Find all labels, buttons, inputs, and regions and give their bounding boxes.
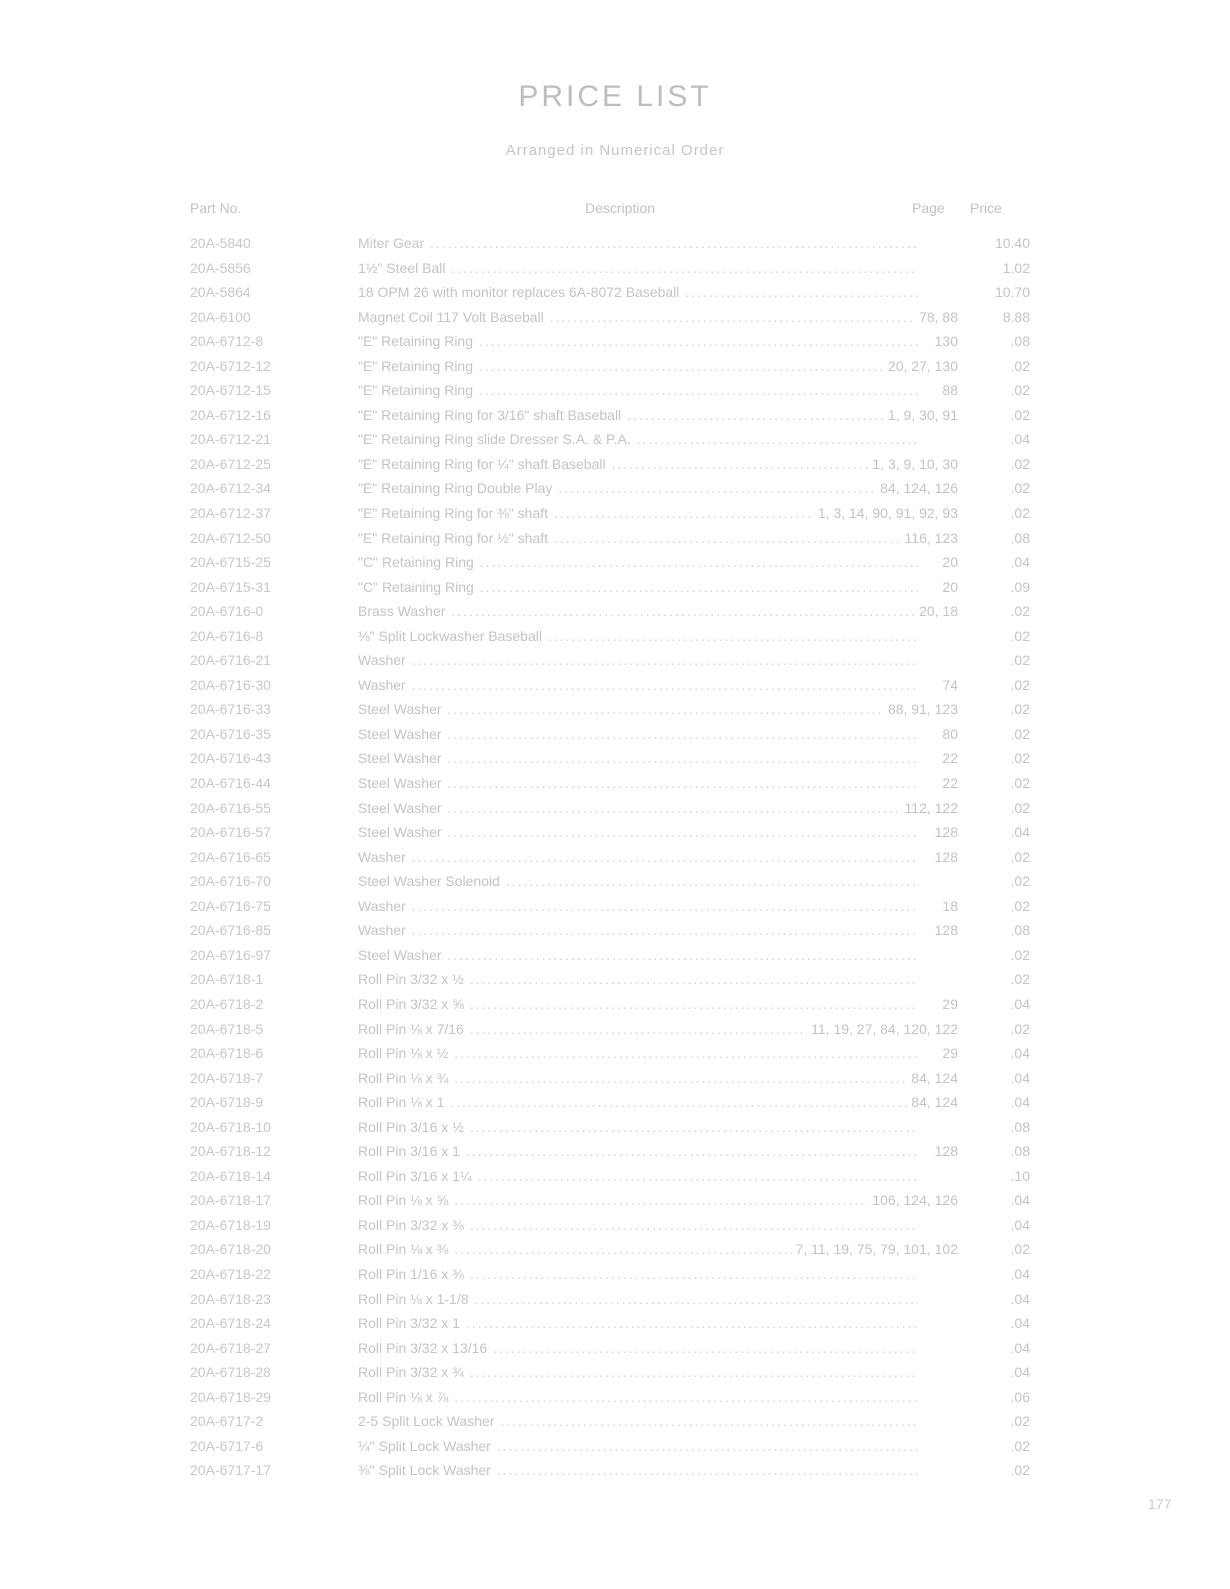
part-price: 1.02 [1002, 259, 1030, 276]
table-row [190, 624, 1030, 649]
part-price: .04 [1010, 1192, 1030, 1209]
part-number: 20A-6716-33 [190, 701, 271, 718]
part-number: 20A-6718-6 [190, 1045, 264, 1062]
part-number: 20A-6718-29 [190, 1388, 271, 1405]
part-description: "C" Retaining Ring ..... [358, 579, 918, 595]
part-number: 20A-6716-44 [190, 775, 271, 792]
part-description: Steel Washer ..... [358, 726, 918, 742]
part-price: .08 [1010, 1143, 1030, 1160]
page-reference: 78, 88 [915, 309, 958, 325]
table-row [190, 1139, 1030, 1164]
part-price: .08 [1010, 1118, 1030, 1135]
table-row [190, 796, 1030, 821]
part-number: 20A-6712-21 [190, 431, 271, 448]
part-number: 20A-6716-65 [190, 848, 271, 865]
page-number: 177 [1148, 1496, 1172, 1512]
header-price: Price [970, 200, 1002, 216]
part-description: "E" Retaining Ring for 3/16" shaft Baseball ..... [358, 407, 918, 423]
part-description: Steel Washer ..... [358, 947, 918, 963]
page-reference: 20 [938, 554, 958, 570]
part-price: .02 [1010, 1437, 1030, 1454]
part-number: 20A-6712-25 [190, 455, 271, 472]
part-description: Miter Gear ..... [358, 235, 918, 251]
part-price: .02 [1010, 848, 1030, 865]
part-description: Roll Pin ⅛ x 1 ..... [358, 1094, 918, 1110]
part-price: 10.40 [994, 235, 1030, 251]
table-row [190, 329, 1030, 354]
part-number: 20A-6718-12 [190, 1143, 271, 1160]
part-price: .04 [1010, 1315, 1030, 1332]
part-number: 20A-6716-57 [190, 824, 271, 841]
table-row [190, 378, 1030, 403]
part-price: .02 [1010, 701, 1030, 718]
table-row [190, 845, 1030, 870]
table-row [190, 1115, 1030, 1140]
header-part-no: Part No. [190, 200, 242, 216]
part-price: .02 [1010, 1413, 1030, 1430]
part-price: .02 [1010, 1020, 1030, 1037]
part-price: .04 [1010, 824, 1030, 841]
part-description: ¼" Split Lock Washer ..... [358, 1438, 918, 1454]
table-row [190, 305, 1030, 330]
page-reference: 18 [938, 898, 958, 914]
part-price: .02 [1010, 627, 1030, 644]
part-price: 10.70 [994, 284, 1030, 301]
page-reference: 20, 27, 130 [884, 358, 958, 374]
part-description: "E" Retaining Ring ..... [358, 333, 918, 349]
part-price: .02 [1010, 382, 1030, 399]
part-description: Roll Pin ⅛ x ½ ..... [358, 1045, 918, 1061]
table-row [190, 526, 1030, 551]
table-row [190, 452, 1030, 477]
part-price: .04 [1010, 1045, 1030, 1062]
part-description: Washer ..... [358, 898, 918, 914]
part-price: .02 [1010, 750, 1030, 767]
part-description: Washer ..... [358, 652, 918, 668]
table-row [190, 943, 1030, 968]
part-number: 20A-6716-8 [190, 627, 264, 644]
part-number: 20A-6718-10 [190, 1118, 271, 1135]
part-price: 8.88 [1002, 308, 1030, 325]
part-description: "E" Retaining Ring for ¼" shaft Baseball ..... [358, 456, 918, 472]
part-description: "E" Retaining Ring slide Dresser S.A. & P.A. ..... [358, 431, 918, 447]
page-reference: 1, 3, 9, 10, 30 [868, 456, 958, 472]
table-row [190, 820, 1030, 845]
part-number: 20A-6718-23 [190, 1290, 271, 1307]
part-number: 20A-6718-1 [190, 971, 264, 988]
part-number: 20A-6717-2 [190, 1413, 264, 1430]
part-number: 20A-6717-6 [190, 1437, 264, 1454]
part-description: Magnet Coil 117 Volt Baseball ..... [358, 309, 918, 325]
part-number: 20A-6718-24 [190, 1315, 271, 1332]
part-number: 20A-6718-28 [190, 1364, 271, 1381]
table-row [190, 476, 1030, 501]
part-number: 20A-6716-30 [190, 676, 271, 693]
part-description: Roll Pin ⅛ x 1-1/8 ..... [358, 1291, 918, 1307]
part-price: .04 [1010, 431, 1030, 448]
page-reference: 130 [931, 333, 958, 349]
table-row [190, 1041, 1030, 1066]
table-row [190, 1385, 1030, 1410]
table-row [190, 771, 1030, 796]
table-row [190, 1336, 1030, 1361]
page-reference: 84, 124, 126 [876, 480, 958, 496]
part-description: "E" Retaining Ring ..... [358, 382, 918, 398]
table-header [190, 200, 1030, 222]
table-row [190, 918, 1030, 943]
part-number: 20A-6716-97 [190, 946, 271, 963]
part-number: 20A-6718-14 [190, 1167, 271, 1184]
part-number: 20A-6712-15 [190, 382, 271, 399]
part-price: .04 [1010, 1265, 1030, 1282]
part-price: .04 [1010, 1094, 1030, 1111]
part-description: "E" Retaining Ring ..... [358, 358, 918, 374]
part-price: .04 [1010, 1364, 1030, 1381]
part-price: .04 [1010, 1069, 1030, 1086]
part-description: Roll Pin ⅛ x ¾ ..... [358, 1070, 918, 1086]
table-row [190, 501, 1030, 526]
table-row [190, 746, 1030, 771]
part-description: Steel Washer ..... [358, 824, 918, 840]
part-number: 20A-6718-5 [190, 1020, 264, 1037]
table-row [190, 992, 1030, 1017]
part-description: Steel Washer ..... [358, 800, 918, 816]
part-number: 20A-6716-35 [190, 725, 271, 742]
part-number: 20A-6712-12 [190, 357, 271, 374]
table-row [190, 280, 1030, 305]
part-number: 20A-6718-7 [190, 1069, 264, 1086]
part-number: 20A-6718-22 [190, 1265, 271, 1282]
part-description: Brass Washer ..... [358, 603, 918, 619]
part-number: 20A-6718-9 [190, 1094, 264, 1111]
part-number: 20A-6717-17 [190, 1462, 271, 1479]
table-row [190, 1017, 1030, 1042]
part-number: 20A-6712-8 [190, 333, 264, 350]
table-row [190, 599, 1030, 624]
part-price: .02 [1010, 775, 1030, 792]
table-row [190, 1237, 1030, 1262]
page-reference: 128 [931, 1143, 958, 1159]
part-description: Roll Pin 3/32 x ¾ ..... [358, 1364, 918, 1380]
table-row [190, 1262, 1030, 1287]
part-description: Roll Pin 3/32 x ⅜ ..... [358, 1217, 918, 1233]
part-price: .02 [1010, 652, 1030, 669]
part-description: Roll Pin 3/32 x 13/16 ..... [358, 1340, 918, 1356]
table-row [190, 1434, 1030, 1459]
part-number: 20A-6718-2 [190, 995, 264, 1012]
part-price: .02 [1010, 406, 1030, 423]
part-price: .02 [1010, 676, 1030, 693]
part-description: Roll Pin ⅛ x ⅝ ..... [358, 1192, 918, 1208]
page-reference: 20, 18 [915, 603, 958, 619]
part-price: .02 [1010, 971, 1030, 988]
table-row [190, 697, 1030, 722]
page-reference: 88 [938, 382, 958, 398]
part-description: Roll Pin ⅛ x ⅞ ..... [358, 1389, 918, 1405]
table-row [190, 354, 1030, 379]
part-description: Steel Washer Solenoid ..... [358, 873, 918, 889]
table-row [190, 1188, 1030, 1213]
page-subtitle: Arranged in Numerical Order [505, 142, 725, 159]
part-price: .02 [1010, 799, 1030, 816]
part-description: 2-5 Split Lock Washer ..... [358, 1413, 918, 1429]
part-price: .09 [1010, 578, 1030, 595]
part-description: Roll Pin ⅛ x 7/16 ..... [358, 1021, 918, 1037]
part-number: 20A-6718-17 [190, 1192, 271, 1209]
page-reference: 88, 91, 123 [884, 701, 958, 717]
part-price: .08 [1010, 333, 1030, 350]
part-price: .08 [1010, 922, 1030, 939]
table-row [190, 427, 1030, 452]
part-description: "E" Retaining Ring for ⅜" shaft ..... [358, 505, 918, 521]
table-row [190, 648, 1030, 673]
part-price: .10 [1010, 1167, 1030, 1184]
part-number: 20A-6716-21 [190, 652, 271, 669]
part-number: 20A-5840 [190, 235, 251, 251]
page-reference: 74 [938, 677, 958, 693]
part-description: Roll Pin 3/16 x 1¼ ..... [358, 1168, 918, 1184]
table-row [190, 403, 1030, 428]
page-reference: 11, 19, 27, 84, 120, 122 [807, 1021, 958, 1037]
page-reference: 1, 9, 30, 91 [884, 407, 958, 423]
part-price: .02 [1010, 1241, 1030, 1258]
table-row [190, 1213, 1030, 1238]
table-row [190, 1458, 1030, 1483]
part-price: .02 [1010, 897, 1030, 914]
part-description: 18 OPM 26 with monitor replaces 6A-8072 Baseball ..... [358, 284, 918, 300]
part-price: .02 [1010, 480, 1030, 497]
part-description: ⅛" Split Lockwasher Baseball ..... [358, 628, 918, 644]
table-row [190, 256, 1030, 281]
part-description: "E" Retaining Ring Double Play ..... [358, 480, 918, 496]
part-number: 20A-6715-31 [190, 578, 271, 595]
part-number: 20A-6716-55 [190, 799, 271, 816]
table-row [190, 1066, 1030, 1091]
part-price: .02 [1010, 946, 1030, 963]
part-description: Roll Pin 3/32 x ½ ..... [358, 971, 918, 987]
table-row [190, 575, 1030, 600]
part-price: .04 [1010, 995, 1030, 1012]
part-number: 20A-6718-19 [190, 1216, 271, 1233]
part-price: .02 [1010, 873, 1030, 890]
part-price: .02 [1010, 1462, 1030, 1479]
part-number: 20A-5856 [190, 259, 251, 276]
part-description: 1½" Steel Ball ..... [358, 260, 918, 276]
table-row [190, 1287, 1030, 1312]
part-price: .08 [1010, 529, 1030, 546]
part-price: .04 [1010, 1339, 1030, 1356]
part-price: .04 [1010, 1290, 1030, 1307]
page-reference: 1, 3, 14, 90, 91, 92, 93 [814, 505, 958, 521]
part-number: 20A-6712-37 [190, 505, 271, 522]
part-description: Steel Washer ..... [358, 750, 918, 766]
page-reference: 84, 124 [907, 1094, 958, 1110]
page-reference: 128 [931, 849, 958, 865]
part-number: 20A-6100 [190, 308, 251, 325]
table-row [190, 1164, 1030, 1189]
part-number: 20A-6716-75 [190, 897, 271, 914]
part-description: Roll Pin 1/16 x ⅜ ..... [358, 1266, 918, 1282]
part-price: .06 [1010, 1388, 1030, 1405]
table-row [190, 231, 1030, 256]
page-reference: 20 [938, 579, 958, 595]
page-title: PRICE LIST [518, 80, 712, 113]
page-reference: 22 [938, 750, 958, 766]
table-row [190, 722, 1030, 747]
part-number: 20A-6712-50 [190, 529, 271, 546]
header-page: Page [912, 200, 945, 216]
part-description: ⅜" Split Lock Washer ..... [358, 1462, 918, 1478]
page-reference: 128 [931, 922, 958, 938]
page-reference: 7, 11, 19, 75, 79, 101, 102 [792, 1241, 958, 1257]
part-description: Roll Pin 3/32 x 1 ..... [358, 1315, 918, 1331]
page-reference: 128 [931, 824, 958, 840]
table-row [190, 894, 1030, 919]
part-description: Washer ..... [358, 677, 918, 693]
page-reference: 84, 124 [907, 1070, 958, 1086]
table-row [190, 1090, 1030, 1115]
part-number: 20A-6716-43 [190, 750, 271, 767]
part-number: 20A-6712-16 [190, 406, 271, 423]
part-price: .02 [1010, 357, 1030, 374]
part-number: 20A-6712-34 [190, 480, 271, 497]
part-price: .02 [1010, 725, 1030, 742]
part-price: .04 [1010, 1216, 1030, 1233]
page-reference: 112, 122 [901, 800, 958, 816]
part-number: 20A-6716-85 [190, 922, 271, 939]
table-row [190, 967, 1030, 992]
part-price: .04 [1010, 554, 1030, 571]
page-reference: 116, 123 [901, 530, 958, 546]
part-description: Roll Pin 3/16 x ½ ..... [358, 1119, 918, 1135]
header-description: Description [585, 200, 656, 216]
part-description: Roll Pin 3/16 x 1 ..... [358, 1143, 918, 1159]
part-price: .02 [1010, 455, 1030, 472]
part-number: 20A-6715-25 [190, 554, 271, 571]
page-reference: 80 [938, 726, 958, 742]
table-row [190, 550, 1030, 575]
page-reference: 22 [938, 775, 958, 791]
part-number: 20A-6718-27 [190, 1339, 271, 1356]
part-description: "E" Retaining Ring for ½" shaft ..... [358, 530, 918, 546]
part-description: "C" Retaining Ring ..... [358, 554, 918, 570]
part-number: 20A-6716-0 [190, 603, 264, 620]
table-row [190, 1360, 1030, 1385]
table-row [190, 1409, 1030, 1434]
page-reference: 29 [938, 1045, 958, 1061]
part-number: 20A-5864 [190, 284, 251, 301]
part-price: .02 [1010, 603, 1030, 620]
page-reference: 106, 124, 126 [868, 1192, 958, 1208]
part-description: Roll Pin 3/32 x ⅝ ..... [358, 996, 918, 1012]
part-description: Roll Pin ⅛ x ⅜ ..... [358, 1241, 918, 1257]
part-price: .02 [1010, 505, 1030, 522]
price-list-table [190, 231, 1030, 1483]
table-row [190, 869, 1030, 894]
page-reference: 29 [938, 996, 958, 1012]
table-row [190, 673, 1030, 698]
part-number: 20A-6718-20 [190, 1241, 271, 1258]
table-row [190, 1311, 1030, 1336]
part-description: Washer ..... [358, 922, 918, 938]
part-description: Steel Washer ..... [358, 775, 918, 791]
part-number: 20A-6716-70 [190, 873, 271, 890]
part-description: Steel Washer ..... [358, 701, 918, 717]
part-description: Washer ..... [358, 849, 918, 865]
